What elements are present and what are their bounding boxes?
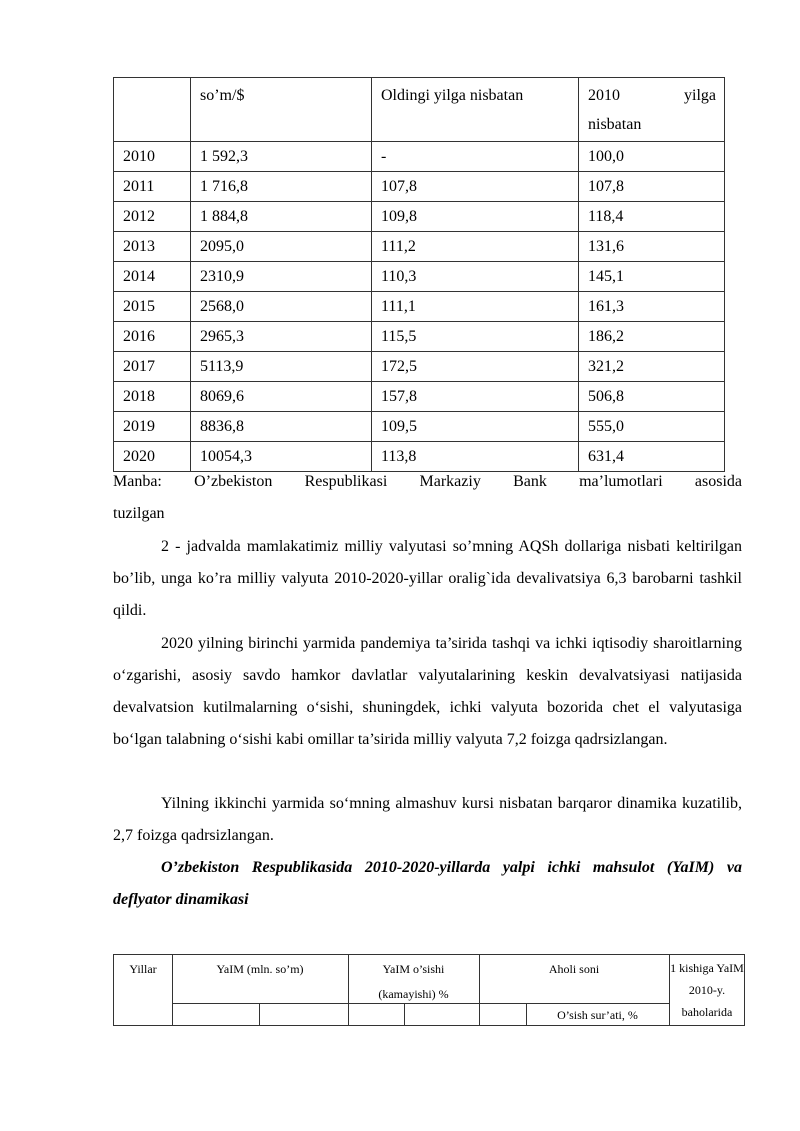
table-row [114,172,725,202]
prev-year-cell: 111,1 [372,292,579,322]
vs-2010-cell: 131,6 [579,232,725,262]
gdp-col-pop-growth: O’sish sur’ati, % [557,1008,638,1022]
rate-cell: 1 592,3 [191,142,372,172]
rate-cell: 2965,3 [191,322,372,352]
year-cell: 2014 [114,262,191,292]
table-header-row [114,78,725,142]
gdp-col-per-capita-line3: baholarida [681,1005,733,1019]
table-row [114,382,725,412]
prev-year-cell: - [372,142,579,172]
header-vs-2010 [579,78,725,142]
vs-2010-cell: 118,4 [579,202,725,232]
table-row [114,202,725,232]
rate-cell: 5113,9 [191,352,372,382]
rate-cell: 1 716,8 [191,172,372,202]
rate-cell: 2568,0 [191,292,372,322]
header-vs-2010-year: 2010 [588,87,620,104]
year-cell: 2020 [114,442,191,472]
source-note: Manba: O’zbekiston Respublikasi Markaziy Bank ma’lumotlari asosida [113,473,742,490]
rate-cell: 8836,8 [191,412,372,442]
year-cell: 2019 [114,412,191,442]
prev-year-cell: 115,5 [372,322,579,352]
table-row [114,412,725,442]
table-row [114,352,725,382]
rate-cell: 2310,9 [191,262,372,292]
header-rate: so’m/$ [191,78,372,142]
rate-cell: 8069,6 [191,382,372,412]
table-row [114,262,725,292]
table-row [114,292,725,322]
section-heading: O’zbekiston Respublikasida 2010-2020-yillarda yalpi ichki mahsulot (YaIM) va deflyator dinamikasi [113,859,742,908]
year-cell: 2018 [114,382,191,412]
table-row [114,142,725,172]
exchange-rate-table [113,77,725,472]
year-cell: 2016 [114,322,191,352]
year-cell: 2015 [114,292,191,322]
vs-2010-cell: 107,8 [579,172,725,202]
paragraph-pandemic: 2020 yilning birinchi yarmida pandemiya ta’sirida tashqi va ichki iqtisodiy sharoitlarning o‘zgarishi, asosiy savdo hamkor davlatlar valyutalarining keskin devalvatsiyasi natijasida devalvatsion kutilmalarning o‘sishi, shuningdek, ichki valyuta bozorida chet el valyutasiga bo‘lgan talabning o‘sishi kabi omillar ta’sirida milliy valyuta 7,2 foizga qadrsizlangan. [113,635,742,748]
gdp-col-growth-line2: (kamayishi) % [378,987,449,1001]
gdp-col-growth [348,957,479,1007]
header-vs-2010-word: yilga [684,87,716,104]
year-cell: 2010 [114,142,191,172]
paragraph-second-half: Yilning ikkinchi yarmida so‘mning almashuv kursi nisbatan barqaror dinamika kuzatilib, 2,7 foizga qadrsizlangan. [113,795,742,844]
rate-cell: 2095,0 [191,232,372,262]
prev-year-cell: 157,8 [372,382,579,412]
year-cell: 2011 [114,172,191,202]
rate-cell: 10054,3 [191,442,372,472]
rate-cell: 1 884,8 [191,202,372,232]
paragraph-devaluation: 2 - jadvalda mamlakatimiz milliy valyutasi so’mning AQSh dollariga nisbati keltirilgan bo’lib, unga ko’ra milliy valyuta 2010-2020-yillar oralig`ida devalivatsiya 6,3 barobarni tashkil qildi. [113,538,742,619]
vs-2010-cell: 186,2 [579,322,725,352]
year-cell: 2012 [114,202,191,232]
header-empty [114,78,191,142]
prev-year-cell: 110,3 [372,262,579,292]
prev-year-cell: 113,8 [372,442,579,472]
table-row [114,322,725,352]
vs-2010-cell: 161,3 [579,292,725,322]
source-note-cont: tuzilgan [113,505,165,522]
prev-year-cell: 109,8 [372,202,579,232]
header-vs-2010-suffix: nisbatan [588,116,642,133]
vs-2010-cell: 506,8 [579,382,725,412]
vs-2010-cell: 631,4 [579,442,725,472]
gdp-table [113,954,745,1026]
prev-year-cell: 172,5 [372,352,579,382]
table-row [114,232,725,262]
vs-2010-cell: 145,1 [579,262,725,292]
year-cell: 2013 [114,232,191,262]
vs-2010-cell: 321,2 [579,352,725,382]
gdp-col-population: Aholi soni [548,962,600,976]
prev-year-cell: 111,2 [372,232,579,262]
vs-2010-cell: 555,0 [579,412,725,442]
header-prev-year: Oldingi yilga nisbatan [372,78,579,142]
gdp-col-years: Yillar [129,962,157,976]
gdp-col-per-capita-line1: 1 kishiga YaIM [670,961,744,975]
gdp-col-gdp: YaIM (mln. so’m) [216,962,304,976]
prev-year-cell: 109,5 [372,412,579,442]
gdp-col-per-capita [669,957,745,1023]
prev-year-cell: 107,8 [372,172,579,202]
gdp-col-growth-line1: YaIM o’sishi [382,962,445,976]
vs-2010-cell: 100,0 [579,142,725,172]
year-cell: 2017 [114,352,191,382]
gdp-col-per-capita-line2: 2010-y. [688,983,726,997]
